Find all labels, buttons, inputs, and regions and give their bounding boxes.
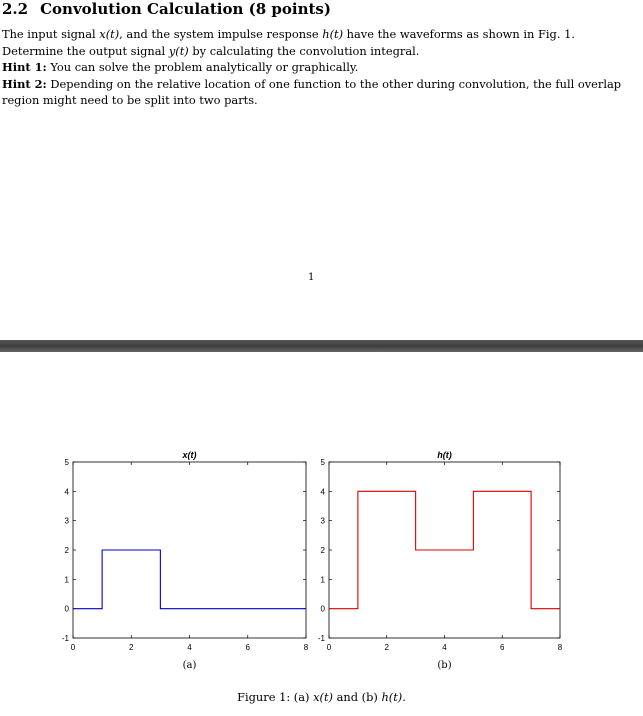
x-tick-label: 6	[245, 643, 250, 652]
x-tick-label: 8	[557, 643, 563, 652]
signal-line	[73, 550, 306, 609]
y-tick-label: 3	[320, 516, 325, 526]
x-tick-label: 4	[187, 643, 192, 652]
y-tick-label: -1	[61, 634, 69, 643]
paragraph-line-1	[2, 26, 630, 43]
math-x: x(t)	[99, 27, 120, 41]
x-tick-label: 0	[70, 643, 76, 652]
x-tick-label: 8	[303, 643, 309, 652]
caption-text: .	[402, 690, 406, 704]
math-y: y(t)	[168, 43, 189, 58]
caption-math-x: x(t)	[313, 690, 333, 704]
plot-title: x(t)	[182, 450, 197, 460]
hint-2	[2, 76, 630, 109]
caption-math-h: h(t)	[381, 690, 403, 704]
x-tick-label: 4	[442, 643, 447, 652]
y-tick-label: 0	[64, 604, 69, 614]
x-tick-label: 6	[500, 643, 505, 652]
plot-panel-a	[62, 450, 309, 671]
figure-plots	[0, 440, 643, 680]
hint-2-text: Depending on the relative location of one function to the other during convolution, the full overlap region might need to be split into two parts.	[2, 76, 622, 107]
hint-2-label: Hint 2:	[2, 76, 47, 91]
x-tick-label: 2	[129, 643, 134, 652]
plot-sublabel: (a)	[182, 660, 197, 671]
y-tick-label: 4	[64, 487, 69, 497]
y-tick-label: 2	[320, 546, 325, 555]
y-tick-label: -1	[317, 634, 325, 643]
plot-sublabel: (b)	[437, 660, 452, 671]
hint-1-label: Hint 1:	[2, 60, 47, 74]
text-span: The input signal	[2, 27, 100, 41]
problem-text	[2, 26, 630, 109]
page-separator	[0, 340, 643, 352]
page-number: 1	[308, 272, 315, 283]
signal-line	[329, 491, 560, 608]
hint-1	[2, 59, 630, 76]
y-tick-label: 3	[64, 516, 69, 526]
x-tick-label: 2	[384, 643, 389, 652]
section-title: Convolution Calculation (8 points)	[40, 0, 331, 18]
caption-text: Figure 1: (a)	[237, 690, 314, 704]
plot-title: h(t)	[437, 450, 452, 460]
text-span: Determine the output signal	[2, 43, 169, 58]
x-tick-label: 0	[326, 643, 332, 652]
y-tick-label: 4	[320, 487, 325, 497]
y-tick-label: 1	[320, 575, 325, 585]
text-span: by calculating the convolution integral.	[188, 43, 420, 58]
y-tick-label: 1	[64, 575, 69, 585]
plot-panel-b	[318, 450, 563, 671]
caption-text: and (b)	[332, 690, 382, 704]
math-h: h(t)	[322, 27, 344, 41]
text-span: , and the system impulse response	[119, 27, 323, 41]
y-tick-label: 2	[64, 546, 69, 555]
y-tick-label: 5	[64, 458, 69, 467]
hint-1-text: You can solve the problem analytically or graphically.	[46, 60, 359, 74]
paragraph-line-2	[2, 43, 630, 60]
section-heading	[2, 0, 331, 18]
y-tick-label: 0	[320, 604, 325, 614]
text-span: have the waveforms as shown in Fig. 1.	[343, 27, 575, 41]
y-tick-label: 5	[320, 458, 325, 467]
section-number: 2.2	[2, 0, 29, 18]
figure-caption	[0, 690, 643, 704]
